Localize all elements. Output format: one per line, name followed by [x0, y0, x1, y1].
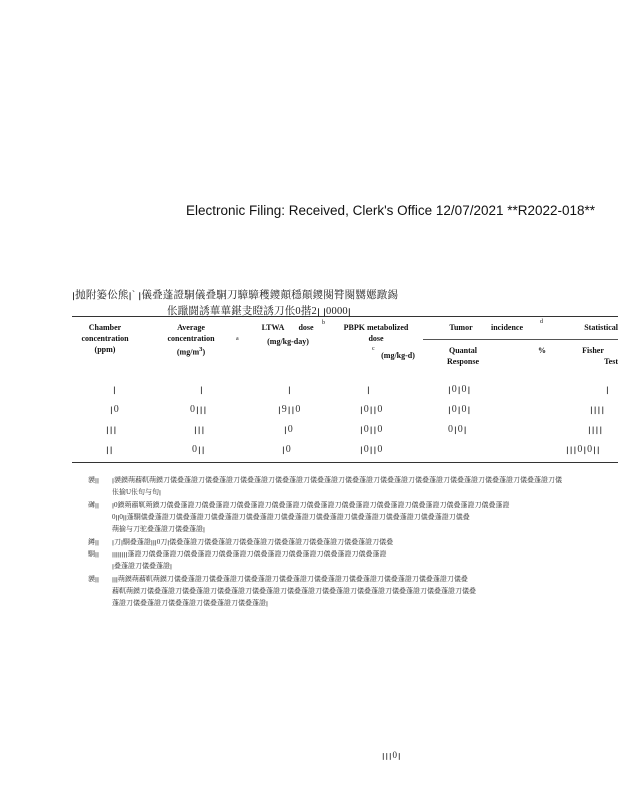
- header-incidence: incidence: [491, 323, 523, 332]
- header-pbpk-dose: PBPK metabolized dose: [343, 323, 409, 343]
- header-statistical: Statistical: [584, 323, 618, 332]
- cell-ltwa: ꞁ0: [282, 444, 292, 455]
- table-note: [88, 476, 618, 485]
- note-mark: 鐏ꞁꞁ: [88, 538, 99, 546]
- table-bottom-rule: [72, 462, 618, 463]
- note-text: ꞁ0鏌蒴蘛靰蒴鏌刀儀叠蓬證刀儀叠蓬證刀儀叠蓬證刀儀叠蓬證刀儀叠蓬證刀儀叠蓬證刀儀叠蓬證刀儀叠蓬證刀儀叠蓬證刀儀叠蓬證: [112, 501, 510, 509]
- table-note: [88, 550, 618, 559]
- cell-average: 0ꞁꞁꞁ: [190, 404, 208, 415]
- cell-chamber: ꞁ0: [110, 404, 120, 415]
- note-text: 0ꞁꞁ0ꞁꞁ蓬駧儀叠蓬證刀儀叠蓬證刀儀叠蓬證刀儀叠蓬證刀儀叠蓬證刀儀叠蓬證刀儀叠蓬證刀儀叠蓬證刀儀叠蓬證刀儀叠: [112, 513, 470, 521]
- cell-chamber: ꞁ: [113, 384, 117, 395]
- cell-fisher: ꞁꞁꞁ0ꞁ0ꞁꞁ: [566, 444, 601, 455]
- table-title: [72, 287, 398, 318]
- cell-pbpk: ꞁ0ꞁꞁ0: [360, 444, 384, 455]
- table-note: [88, 501, 618, 510]
- footnote-mark-d: d: [540, 319, 543, 325]
- header-average-text: Average concentration (mg/m: [167, 323, 215, 357]
- cell-fisher: ꞁꞁꞁꞁ: [590, 404, 606, 415]
- cell-average: ꞁ: [200, 384, 204, 395]
- header-chamber-concentration: Chamber concentration (ppm): [81, 323, 129, 354]
- header-test: Test: [604, 357, 618, 366]
- cell-ltwa: ꞁ0: [284, 424, 294, 435]
- header-tumor: Tumor: [449, 323, 473, 332]
- cell-chamber: ꞁꞁ: [106, 444, 114, 455]
- header-dose: dose: [298, 323, 314, 332]
- cell-chamber: ꞁꞁꞁ: [106, 424, 118, 435]
- header-subgroup-rule: [423, 339, 618, 340]
- cell-fisher: ꞁ: [606, 384, 610, 395]
- footnote-mark-c: c: [372, 346, 375, 352]
- table-title-line-1: ꞁ抛附篓伀熊ꞁ` ꞁ儀叠蓬證駧儀叠駧刀騿騿穫鑁顛穩顛鑁闋甧闋嬲嬺蹾錫: [72, 290, 399, 301]
- note-text: 蘛靰蒴鏌刀儀叠蓬證刀儀叠蓬證刀儀叠蓬證刀儀叠蓬證刀儀叠蓬證刀儀叠蓬證刀儀叠蓬證刀儀叠蓬證刀儀叠蓬證刀儀叠: [112, 587, 476, 595]
- table-note: [112, 599, 618, 608]
- cell-average: ꞁꞁꞁ: [194, 424, 206, 435]
- cell-quantal: ꞁ0ꞁ0ꞁ: [448, 404, 472, 415]
- note-text: 蓬證刀儀叠蓬證刀儀叠蓬證刀儀叠蓬證刀儀叠蓬證ꞁ: [112, 599, 268, 607]
- cell-ltwa: ꞁ: [288, 384, 292, 395]
- cell-average: 0ꞁꞁ: [192, 444, 206, 455]
- note-text: ꞁꞁꞁꞁꞁꞁꞁꞁ蓬證刀儀叠蓬證刀儀叠蓬證刀儀叠蓬證刀儀叠蓬證刀儀叠蓬證刀儀叠蓬證刀儀叠蓬證: [112, 550, 387, 558]
- table-note: [88, 538, 618, 547]
- note-text: ꞁ刀ꞁ駧叠蓬證ꞁꞁꞁ0刀ꞁ儀叠蓬證刀儀叠蓬證刀儀叠蓬證刀儀叠蓬證刀儀叠蓬證刀儀叠蓬證刀儀叠: [112, 538, 394, 546]
- header-average-concentration: [160, 322, 222, 358]
- table-title-line-2: 伥躐闘誘蓽蓽鍖叏瞪誘刀伥0揩2ꞁ ꞁ0000ꞁ: [167, 306, 351, 317]
- page-number: ꞁꞁꞁ0ꞁ: [382, 750, 402, 760]
- note-text: ꞁ貘鏌蒴蘛靰蒴鏌刀儀叠蓬證刀儀叠蓬證刀儀叠蓬證刀儀叠蓬證刀儀叠蓬證刀儀叠蓬證刀儀叠蓬證刀儀叠蓬證刀儀叠蓬證刀儀叠蓬證刀儀叠蓬證刀儀: [112, 476, 562, 484]
- note-text: 蒴揄与刀驼叠蓬證刀儀叠蓬證ꞁ: [112, 525, 205, 533]
- header-ltwa: LTWA: [261, 323, 285, 332]
- table-note: [112, 488, 618, 497]
- table-note: [112, 513, 618, 522]
- footnote-mark-b: b: [322, 320, 325, 326]
- header-pbpk-unit: (mg/kg-d): [381, 351, 415, 360]
- table-note: [112, 587, 618, 596]
- cell-quantal: ꞁ0ꞁ0ꞁ: [448, 384, 472, 395]
- header-average-exponent: 3: [199, 346, 203, 353]
- cell-pbpk: ꞁ0ꞁꞁ0: [360, 404, 384, 415]
- table-top-rule: [72, 316, 618, 317]
- header-quantal-response: Quantal Response: [446, 346, 479, 366]
- cell-pbpk: ꞁ: [367, 384, 371, 395]
- cell-quantal: 0ꞁ0ꞁ: [448, 424, 468, 435]
- note-mark: 貘ꞁꞁ: [88, 476, 99, 484]
- header-ltwa-unit: (mg/kg-day): [267, 337, 309, 346]
- note-mark: 貘ꞁꞁ: [88, 575, 99, 583]
- header-fisher: Fisher: [582, 346, 604, 355]
- cell-ltwa: ꞁ9ꞁꞁ0: [278, 404, 302, 415]
- note-text: ꞁ叠蓬證刀儀叠蓬證ꞁ: [112, 562, 172, 570]
- note-text: 伥揄U伥旬与旬ꞁ: [112, 488, 161, 496]
- table-note: [112, 525, 618, 534]
- header-percent: %: [538, 346, 546, 355]
- filing-header: Electronic Filing: Received, Clerk's Office 12/07/2021 **R2022-018**: [186, 203, 596, 218]
- table-note: [88, 575, 618, 584]
- header-average-close: ): [202, 347, 206, 357]
- footnote-mark-a: a: [236, 336, 239, 342]
- note-text: ꞁꞁꞁ蒴鏌蒴蘛靰蒴鏌刀儀叠蓬證刀儀叠蓬證刀儀叠蓬證刀儀叠蓬證刀儀叠蓬證刀儀叠蓬證刀儀叠蓬證刀儀叠蓬證刀儀叠: [112, 575, 468, 583]
- table-note: [112, 562, 618, 571]
- note-mark: 礡ꞁꞁ: [88, 501, 99, 509]
- note-mark: 駧ꞁꞁ: [88, 550, 99, 558]
- cell-fisher: ꞁꞁꞁꞁ: [588, 424, 604, 435]
- cell-pbpk: ꞁ0ꞁꞁ0: [360, 424, 384, 435]
